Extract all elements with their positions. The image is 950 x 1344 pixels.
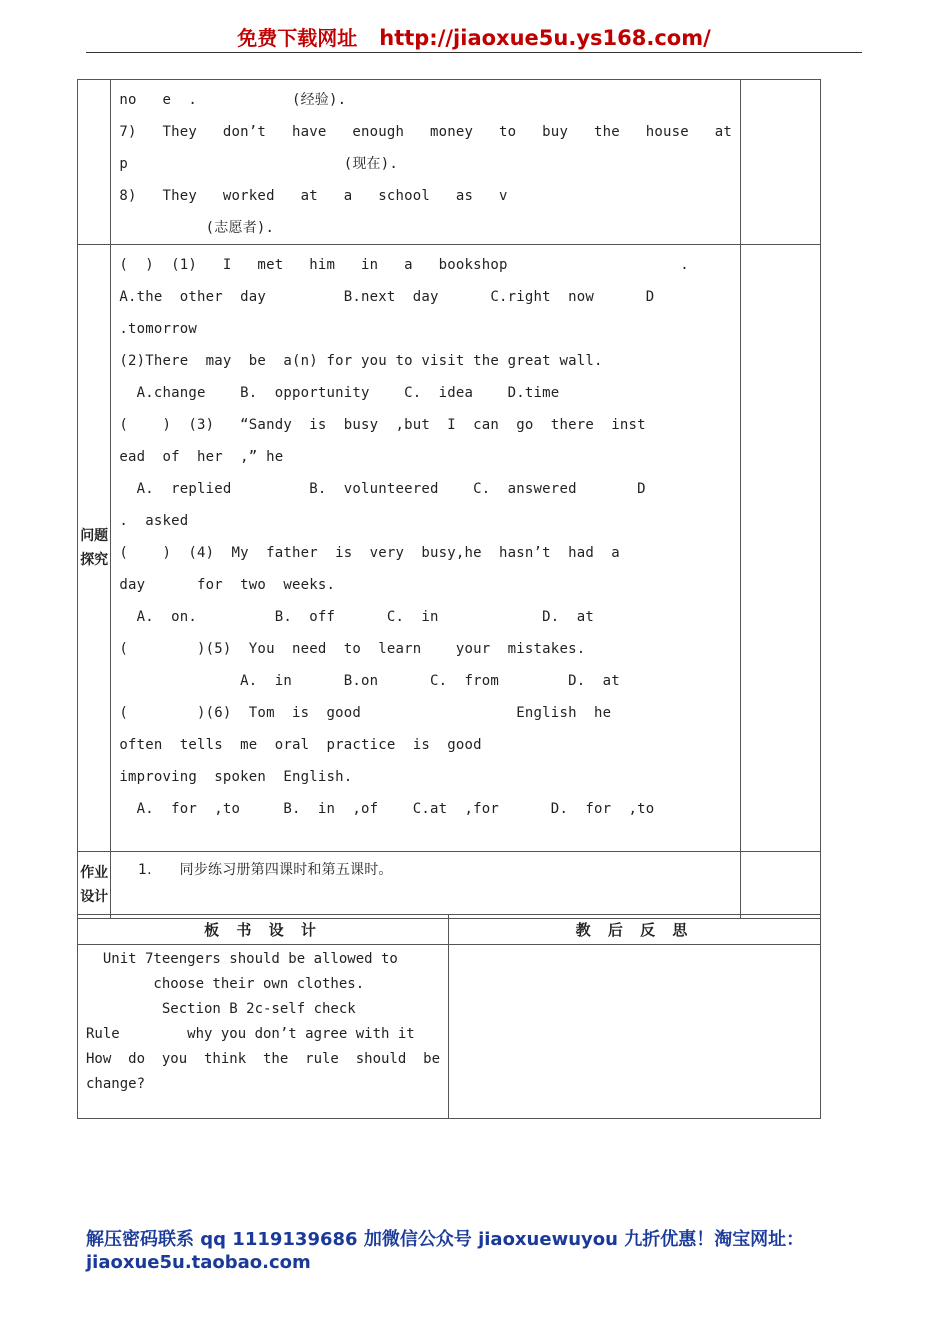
lesson-table: [77, 79, 821, 919]
text-line: improving spoken English.: [119, 769, 353, 785]
text-line: 8) They worked at a school as v: [119, 188, 508, 204]
board-design-content: [78, 945, 449, 1119]
board-design-title: 板 书 设 计: [78, 915, 449, 945]
text-line: ( )(6) Tom is good English he: [119, 705, 612, 721]
board-line: How do you think the rule should be: [86, 1051, 441, 1067]
text-line: A. on. B. off C. in D. at: [119, 609, 594, 625]
row1-notes-cell: [741, 80, 821, 245]
problem-explore-label: [78, 245, 111, 852]
homework-label-text: 作业 设计: [80, 865, 109, 905]
text-line: day for two weeks.: [119, 577, 336, 593]
header-label: 免费下载网址: [237, 26, 358, 50]
board-line: Section B 2c-self check: [86, 1001, 356, 1017]
exercises-cell: [111, 245, 741, 852]
text-line: A.change B. opportunity C. idea D.time: [119, 385, 560, 401]
text-line: ( ) (3) “Sandy is busy ,but I can go there inst: [119, 417, 646, 433]
text-line: no e . (经验).: [119, 92, 347, 108]
row3-notes-cell: [741, 852, 821, 919]
text-line: p (现在).: [119, 156, 399, 172]
text-line: (志愿者).: [119, 220, 275, 236]
text-line: .tomorrow: [119, 321, 198, 337]
text-line: ( ) (4) My father is very busy,he hasn’t had a: [119, 545, 620, 561]
text-line: A.the other day B.next day C.right now D: [119, 289, 655, 305]
page-footer: 解压密码联系 qq 1119139686 加微信公众号 jiaoxuewuyou 九折优惠！淘宝网址：jiaoxue5u.taobao.com: [86, 1229, 805, 1273]
board-line: choose their own clothes.: [86, 976, 365, 992]
text-line: ( )(5) You need to learn your mistakes.: [119, 641, 586, 657]
header-url-link[interactable]: http://jiaoxue5u.ys168.com/: [379, 26, 711, 50]
text-line: ead of her ,” he: [119, 449, 284, 465]
vocab-fill-cell: [111, 80, 741, 245]
text-line: ( ) (1) I met him in a bookshop .: [119, 257, 689, 273]
board-line: Unit 7teengers should be allowed to: [86, 951, 398, 967]
problem-explore-text: 问题 探究: [80, 528, 109, 568]
page-header: [86, 22, 862, 53]
homework-label: [78, 852, 111, 919]
text-line: (2)There may be a(n) for you to visit the great wall.: [119, 353, 603, 369]
text-line: often tells me oral practice is good: [119, 737, 482, 753]
text-line: A. in B.on C. from D. at: [119, 673, 620, 689]
board-design-table: [77, 914, 821, 1119]
board-line: Rule why you don’t agree with it: [86, 1026, 415, 1042]
homework-cell: [111, 852, 741, 919]
text-line: . asked: [119, 513, 189, 529]
reflection-title: 教 后 反 思: [449, 915, 821, 945]
homework-text: 1. 同步练习册第四课时和第五课时。: [119, 862, 393, 878]
text-line: 7) They don’t have enough money to buy the house at: [119, 124, 733, 140]
row2-notes-cell: [741, 245, 821, 852]
row1-label-cell: [78, 80, 111, 245]
text-line: A. replied B. volunteered C. answered D: [119, 481, 646, 497]
board-line: change?: [86, 1076, 146, 1092]
reflection-content: [449, 945, 821, 1119]
text-line: A. for ,to B. in ,of C.at ,for D. for ,to: [119, 801, 655, 817]
